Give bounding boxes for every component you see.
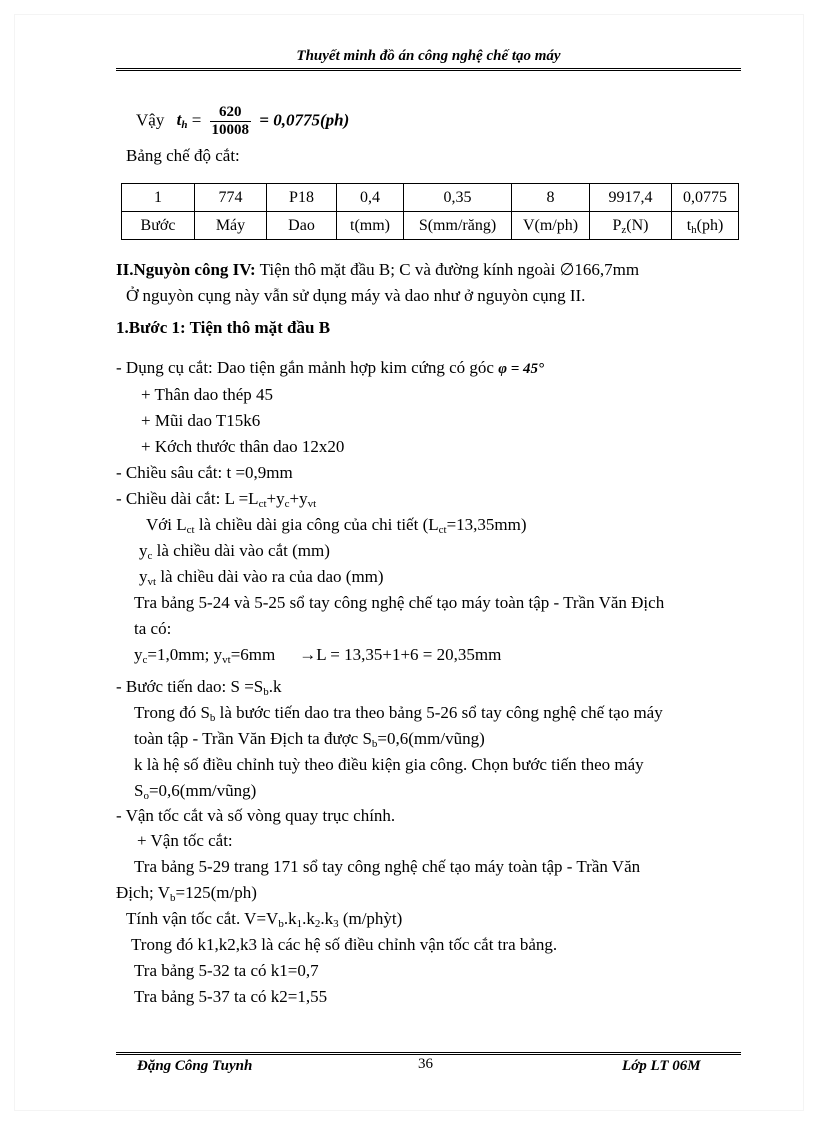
header-may: Máy	[195, 212, 267, 240]
feed3-a: toàn tập - Trần Văn Địch ta được S	[134, 729, 372, 748]
yvt-a: y	[139, 567, 148, 586]
cell-pz: 9917,4	[590, 184, 672, 212]
header-dao: Dao	[267, 212, 337, 240]
footer-rule	[116, 1052, 741, 1053]
calcv-s4: 3	[333, 918, 339, 930]
formula-den: 10008	[211, 122, 250, 138]
yc-b: là chiều dài vào cắt (mm)	[152, 541, 330, 560]
header-s: S(mm/răng)	[404, 212, 512, 240]
feed2-a: Trong đó S	[134, 703, 210, 722]
length-a-sub: ct	[258, 498, 267, 510]
speed-line: - Vận tốc cắt và số vòng quay trục chính.	[116, 806, 396, 825]
cell-t: 0,4	[337, 184, 404, 212]
calcv-a: Tính vận tốc cắt. V=V	[126, 909, 279, 928]
length-c-sub: vt	[307, 498, 317, 510]
kdesc-line: Trong đó k1,k2,k3 là các hệ số điều chỉnh vận tốc cắt tra bảng.	[131, 935, 558, 954]
yvt-a-sub: vt	[147, 576, 157, 588]
yc-a: y	[139, 541, 148, 560]
calcv-s3: 2	[314, 918, 321, 930]
ycalc-d: L = 13,35+1+6 = 20,35mm	[316, 645, 502, 664]
length-a: - Chiều dài cắt: L =L	[116, 489, 259, 508]
calcv-s1: b	[278, 918, 284, 930]
formula-num: 620	[210, 104, 252, 122]
footer-class: Lớp LT 06M	[622, 1058, 701, 1074]
feed-a: - Bước tiến dao: S =S	[116, 677, 264, 696]
feed-b: .k	[268, 677, 282, 696]
feed3-b: =0,6(mm/vũng)	[377, 729, 485, 748]
tra2-line1: Tra bảng 5-29 trang 171 sổ tay công nghệ chế tạo máy toàn tập - Trần Văn	[134, 857, 641, 876]
header-title: Thuyết minh đồ án công nghệ chế tạo máy	[296, 48, 561, 64]
section-heading	[116, 260, 639, 280]
header-th-unit: (ph)	[696, 216, 724, 234]
section-title: II.Nguyòn công IV:	[116, 260, 256, 279]
footer-author: Đặng Công Tuynh	[137, 1058, 253, 1074]
header-v: V(m/ph)	[512, 212, 590, 240]
cell-s: 0,35	[404, 184, 512, 212]
cell-machine: 774	[195, 184, 267, 212]
step-title: 1.Bước 1: Tiện thô mặt đầu B	[116, 318, 331, 337]
ycalc-line	[134, 645, 501, 665]
header-pz-unit: (N)	[626, 216, 649, 234]
formula-fraction	[210, 104, 252, 139]
formula-line	[136, 104, 349, 139]
feed5-line	[134, 781, 256, 801]
ycalc-c: =6mm	[230, 645, 276, 664]
calcv-e: (m/phỳt)	[338, 909, 403, 928]
tra2-line2a: Địch; V	[116, 883, 170, 902]
cell-step: 1	[122, 184, 195, 212]
header-pz-label: P	[612, 216, 622, 234]
formula-t-sub: h	[181, 119, 188, 132]
yc-a-sub: c	[147, 550, 153, 562]
lct-c: =13,35mm)	[446, 515, 527, 534]
yc-line	[139, 541, 330, 561]
feed4-line: k là hệ số điều chỉnh tuỳ theo điều kiện gia công. Chọn bước tiến theo máy	[134, 755, 644, 774]
ycalc-b-sub: vt	[222, 654, 231, 666]
feed2-line	[134, 703, 663, 723]
page-number: 36	[418, 1056, 433, 1072]
formula-result: = 0,0775(ph)	[259, 110, 350, 130]
tra2-line2b: =125(m/ph)	[175, 883, 257, 902]
calcv-s2: 1	[296, 918, 303, 930]
formula-vay: Vậy	[136, 110, 165, 130]
k1-line: Tra bảng 5-32 ta có k1=0,7	[134, 961, 319, 980]
lct-a: Với L	[146, 515, 187, 534]
section-text: Tiện thô mặt đầu B; C và đường kính ngoài ∅166,7mm	[255, 260, 640, 279]
depth-line: - Chiều sâu cắt: t =0,9mm	[116, 463, 293, 482]
feed-a-sub: b	[263, 686, 269, 698]
calcv-d: .k	[320, 909, 334, 928]
calcv-line	[126, 909, 402, 929]
cell-tool: P18	[267, 184, 337, 212]
header-pz-sub: z	[621, 223, 627, 236]
cell-v: 8	[512, 184, 590, 212]
cutting-table	[121, 183, 739, 240]
length-c: +y	[289, 489, 308, 508]
length-line	[116, 489, 316, 509]
phi-angle: φ = 45°	[498, 361, 545, 377]
tra2-line2	[116, 883, 257, 903]
lct-a-sub: ct	[186, 524, 195, 536]
lct-b: là chiều dài gia công của chi tiết (L	[194, 515, 439, 534]
table-row-values	[122, 184, 739, 212]
header-buoc: Bước	[122, 212, 195, 240]
yvt-b: là chiều dài vào ra của dao (mm)	[156, 567, 384, 586]
header-rule	[116, 68, 741, 69]
ycalc-b: =1,0mm; y	[147, 645, 223, 664]
lct-line	[146, 515, 527, 535]
tool-line	[116, 358, 544, 378]
header-t: t(mm)	[337, 212, 404, 240]
header-th	[672, 212, 739, 240]
tra1-line1: Tra bảng 5-24 và 5-25 sổ tay công nghệ chế tạo máy toàn tập - Trần Văn Địch	[134, 593, 665, 612]
header-th-sub: h	[691, 223, 697, 236]
table-row-headers	[122, 212, 739, 240]
k2-line: Tra bảng 5-37 ta có k2=1,55	[134, 987, 328, 1006]
lct-b-sub: ct	[438, 524, 447, 536]
feed2-a-sub: b	[209, 712, 216, 724]
tool-item: + Mũi dao T15k6	[141, 411, 261, 430]
formula-t: t	[176, 110, 182, 130]
calcv-b: .k	[283, 909, 297, 928]
ycalc-a: y	[134, 645, 143, 664]
ycalc-a-sub: c	[142, 654, 148, 666]
length-b-sub: c	[284, 498, 290, 510]
tra2-line2-sub: b	[170, 892, 176, 904]
feed3-line	[134, 729, 485, 749]
header-rule-2	[116, 70, 741, 71]
feed5-a: S	[134, 781, 144, 800]
table-caption: Bảng chế độ cắt:	[126, 146, 240, 165]
feed5-a-sub: o	[143, 790, 149, 802]
tool-text: - Dụng cụ cắt: Dao tiện gắn mảnh hợp kim cứng có góc	[116, 358, 494, 377]
speed-sub-line: + Vận tốc cắt:	[137, 831, 233, 850]
calcv-c: .k	[302, 909, 315, 928]
formula-eq: =	[191, 110, 202, 130]
arrow-icon: →	[299, 645, 317, 664]
feed5-b: =0,6(mm/vũng)	[148, 781, 257, 800]
header-pz	[590, 212, 672, 240]
yvt-line	[139, 567, 384, 587]
feed3-a-sub: b	[371, 738, 378, 750]
feed-line	[116, 677, 282, 697]
header-th-label: t	[686, 216, 692, 234]
footer-rule-2	[116, 1054, 741, 1055]
feed2-b: là bước tiến dao tra theo bảng 5-26 sổ tay công nghệ chế tạo máy	[215, 703, 663, 722]
cell-th: 0,0775	[672, 184, 739, 212]
reuse-line: Ở nguyòn cụng này vẫn sử dụng máy và dao như ở nguyòn cụng II.	[126, 286, 586, 305]
length-b: +y	[266, 489, 285, 508]
tool-item: + Thân dao thép 45	[141, 385, 274, 404]
tool-item: + Kớch thước thân dao 12x20	[141, 437, 345, 456]
tra1-line2: ta có:	[134, 619, 172, 638]
